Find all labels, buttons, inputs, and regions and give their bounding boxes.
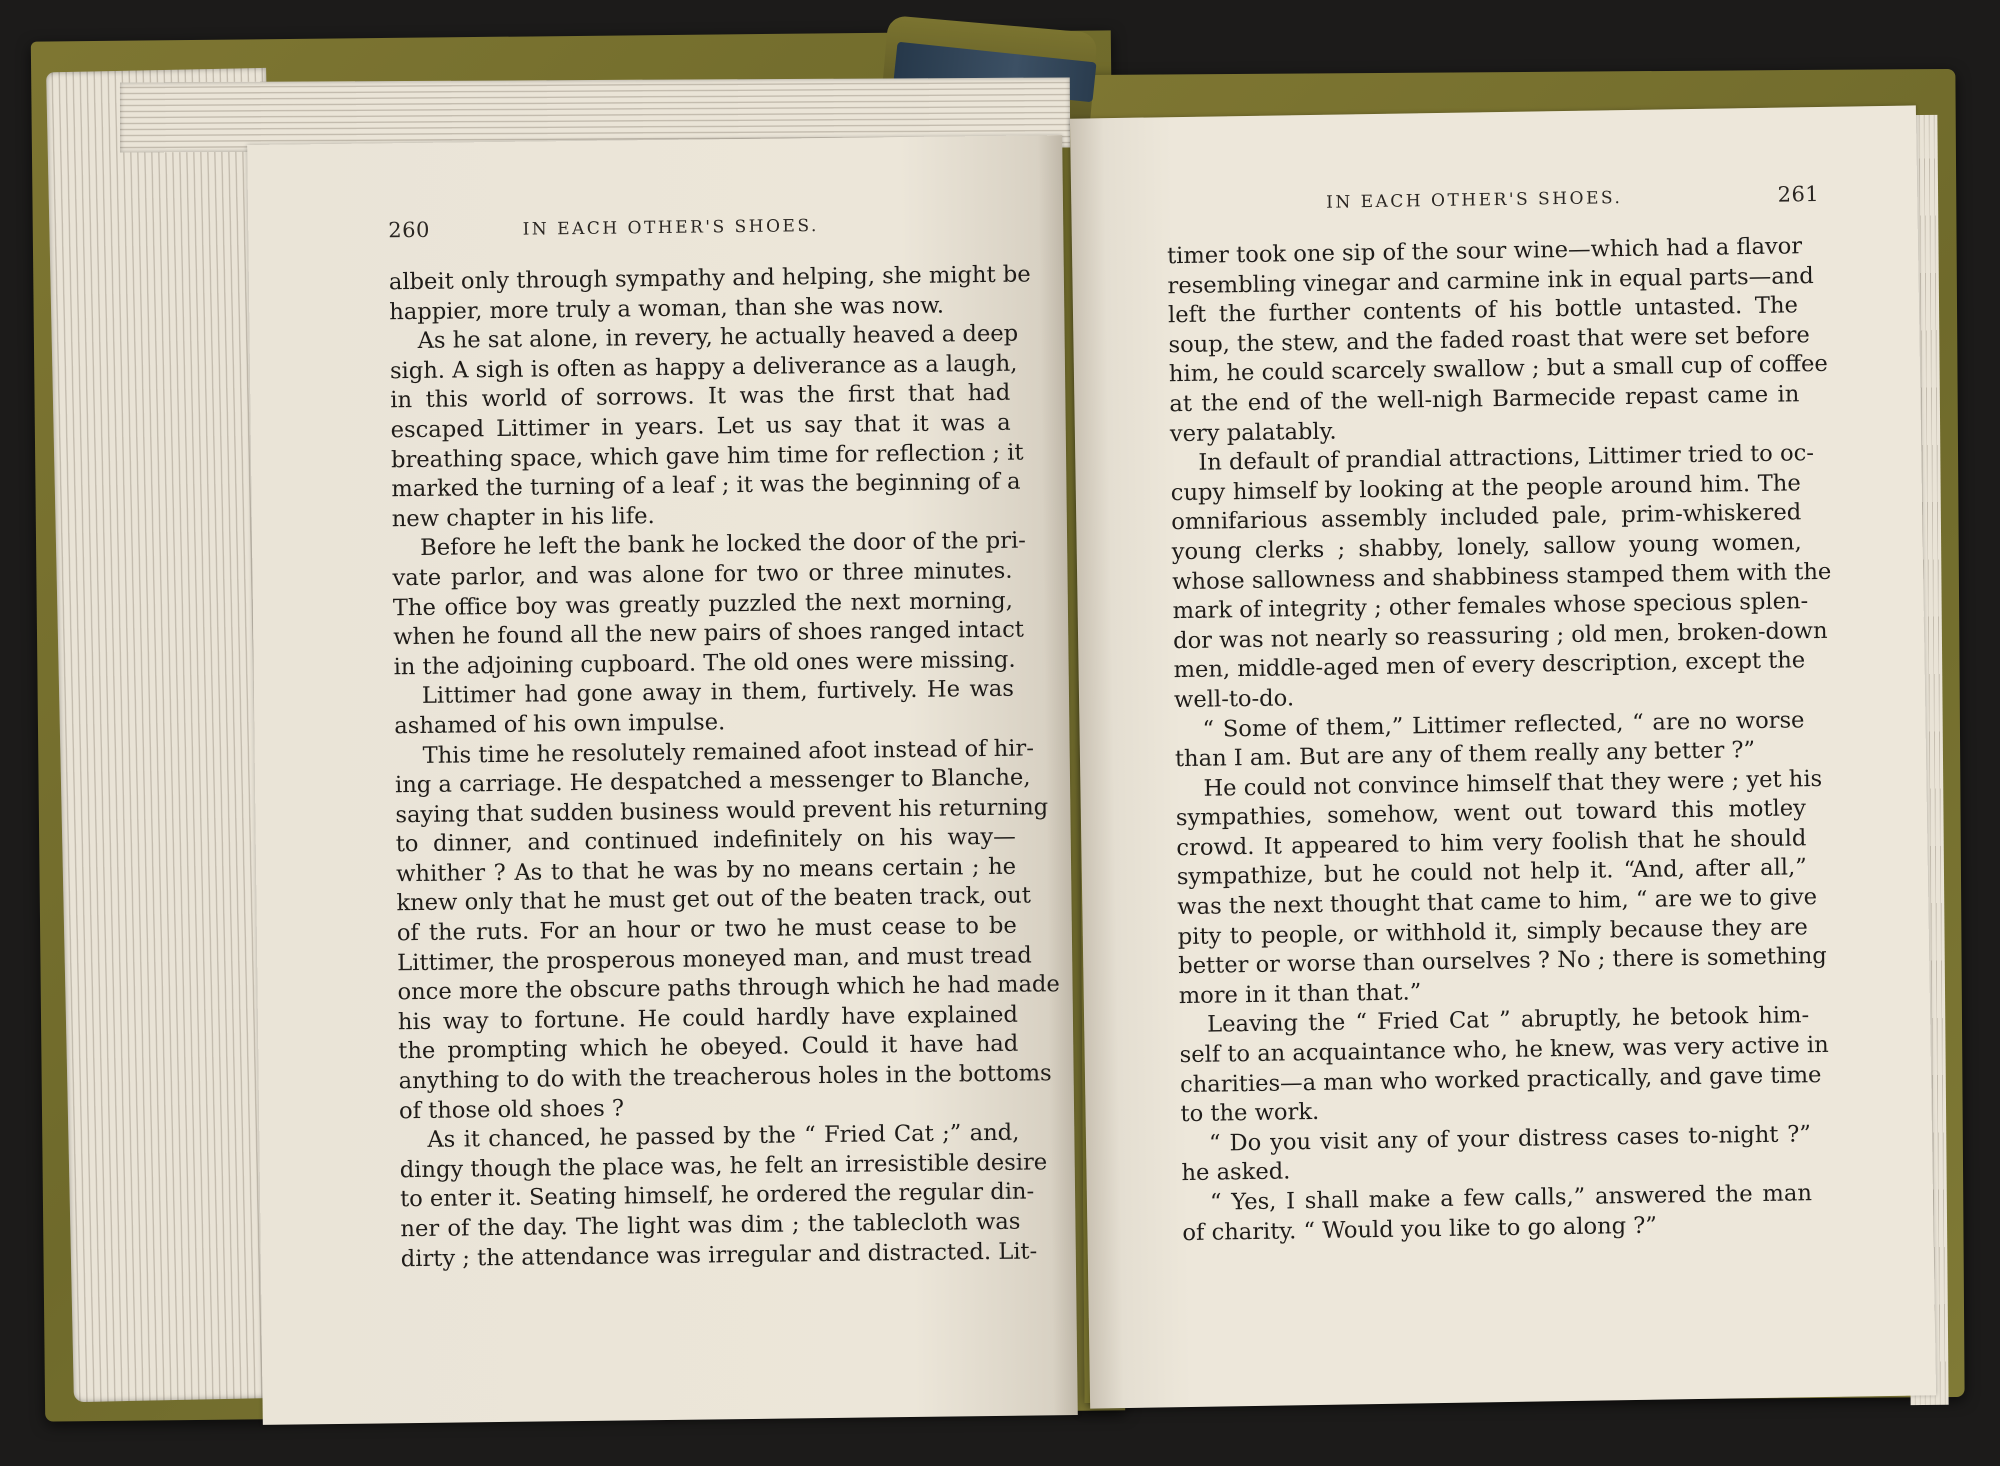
text-line: of those old shoes ?	[398, 1095, 625, 1124]
text-line: more in it than that.”	[1178, 979, 1422, 1009]
right-running-head	[1071, 183, 1917, 222]
text-line: young clerks ; shabby, lonely, sallow young women,	[1171, 529, 1802, 566]
text-line: than I am. But are any of them really any better ?”	[1174, 737, 1756, 773]
text-line: of the ruts. For an hour or two he must cease to be	[396, 912, 1017, 947]
text-line: whose sallowness and shabbiness stamped them with the	[1172, 558, 1832, 595]
text-line: Littimer, the prosperous moneyed man, and must tread	[397, 942, 1032, 976]
text-line: was the next thought that came to him, “ are we to give	[1177, 884, 1818, 921]
text-line: better or worse than ourselves ? No ; there is something	[1178, 943, 1827, 980]
left-running-head	[248, 213, 1063, 249]
text-line: well-to-do.	[1173, 685, 1295, 714]
text-line: soup, the stew, and the faded roast that were set before	[1168, 321, 1810, 358]
text-line: In default of prandial attractions, Littimer tried to oc-	[1198, 440, 1815, 476]
text-line: to dinner, and continued indefinitely on his way—	[395, 823, 1016, 858]
left-running-title: IN EACH OTHER'S SHOES.	[522, 216, 819, 240]
text-line: he asked.	[1181, 1158, 1291, 1187]
text-line: cupy himself by looking at the people around him. The	[1170, 470, 1801, 506]
text-line: Leaving the “ Fried Cat ” abruptly, he betook him-	[1206, 1002, 1810, 1039]
text-line: resembling vinegar and carmine ink in equal parts—and	[1167, 262, 1814, 299]
text-line: to the work.	[1180, 1099, 1320, 1128]
text-line: dirty ; the attendance was irregular and distracted. Lit-	[400, 1238, 1038, 1272]
right-page-number: 261	[1777, 181, 1820, 207]
text-line: Before he left the bank he locked the door of the pri-	[419, 527, 1027, 562]
text-line: knew only that he must get out of the beaten track, out	[396, 882, 1031, 917]
text-line: As he sat alone, in revery, he actually heaved a deep	[417, 320, 1019, 355]
text-line: He could not convince himself that they were ; yet his	[1203, 765, 1823, 802]
right-page-text	[1166, 232, 1832, 1248]
left-page	[247, 135, 1078, 1425]
text-line: ing a carriage. He despatched a messenger to Blanche,	[394, 764, 1031, 799]
text-line: escaped Littimer in years. Let us say that it was a	[390, 409, 1011, 444]
text-line: breathing space, which gave him time for reflection ; it	[390, 439, 1024, 473]
text-line: sigh. A sigh is often as happy a deliverance as a laugh,	[389, 350, 1018, 385]
text-line: when he found all the new pairs of shoes ranged intact	[393, 616, 1025, 651]
left-page-number: 260	[388, 217, 431, 243]
text-line: anything to do with the treacherous holes in the bottoms	[398, 1060, 1052, 1095]
text-line: dingy though the place was, he felt an irresistible desire	[399, 1149, 1048, 1184]
text-line: marked the turning of a leaf ; it was the beginning of a	[391, 468, 1021, 503]
text-line: This time he resolutely remained afoot instead of hir-	[422, 734, 1035, 769]
text-line: at the end of the well-nigh Barmecide repast came in	[1169, 381, 1800, 418]
left-page-text	[388, 261, 1060, 1275]
text-line: very palatably.	[1169, 418, 1337, 447]
text-line: The office boy was greatly puzzled the next morning,	[392, 587, 1013, 621]
text-line: saying that sudden business would prevent his returning	[395, 793, 1049, 828]
text-line: his way to fortune. He could hardly have explained	[397, 1001, 1019, 1036]
text-line: the prompting which he obeyed. Could it have had	[398, 1031, 1019, 1065]
text-line: timer took one sip of the sour wine—which had a flavor	[1166, 233, 1803, 270]
text-line: men, middle-aged men of every description, except the	[1173, 647, 1806, 684]
text-line: of charity. “ Would you like to go along ?”	[1182, 1212, 1658, 1246]
text-line: “ Some of them,” Littimer reflected, “ are no worse	[1202, 706, 1805, 743]
right-page	[1070, 105, 1936, 1408]
text-line: left the further contents of his bottle untasted. The	[1167, 292, 1799, 329]
text-line: new chapter in his life.	[391, 502, 655, 533]
text-line: pity to people, or withhold it, simply because they are	[1177, 913, 1808, 950]
text-line: crowd. It appeared to him very foolish that he should	[1176, 825, 1807, 862]
text-line: mark of integrity ; other females whose specious splen-	[1172, 588, 1809, 625]
text-line: charities—a man who worked practically, and gave time	[1179, 1061, 1822, 1098]
text-line: sympathize, but he could not help it. “And, after all,”	[1176, 854, 1807, 891]
text-line: happier, more truly a woman, than she was now.	[389, 292, 945, 325]
text-line: him, he could scarcely swallow ; but a small cup of coffee	[1168, 351, 1829, 388]
text-line: Littimer had gone away in them, furtively. He was	[421, 676, 1015, 710]
text-line: “ Do you visit any of your distress cases to-night ?”	[1208, 1121, 1812, 1157]
text-line: in this world of sorrows. It was the first that had	[390, 380, 1011, 414]
text-line: ashamed of his own impulse.	[394, 709, 726, 740]
text-line: self to an acquaintance who, he knew, was very active in	[1179, 1031, 1829, 1069]
text-line: dor was not nearly so reassuring ; old men, broken-down	[1172, 617, 1828, 654]
right-running-title: IN EACH OTHER'S SHOES.	[1326, 188, 1623, 213]
text-line: As it chanced, he passed by the “ Fried Cat ;” and,	[427, 1119, 1020, 1154]
text-line: vate parlor, and was alone for two or three minutes.	[392, 557, 1013, 592]
text-line: in the adjoining cupboard. The old ones were missing.	[393, 646, 1016, 680]
text-line: once more the obscure paths through which he had made	[397, 971, 1060, 1006]
text-line: albeit only through sympathy and helping, she might be	[388, 261, 1031, 296]
text-line: sympathies, somehow, went out toward this motley	[1175, 795, 1807, 832]
text-line: omnifarious assembly included pale, prim-whiskered	[1171, 499, 1802, 536]
text-line: “ Yes, I shall make a few calls,” answered the man	[1209, 1180, 1813, 1216]
text-line: ner of the day. The light was dim ; the tablecloth was	[400, 1208, 1021, 1243]
text-line: to enter it. Seating himself, he ordered the regular din-	[399, 1178, 1035, 1213]
text-line: whither ? As to that he was by no means certain ; he	[395, 853, 1017, 888]
